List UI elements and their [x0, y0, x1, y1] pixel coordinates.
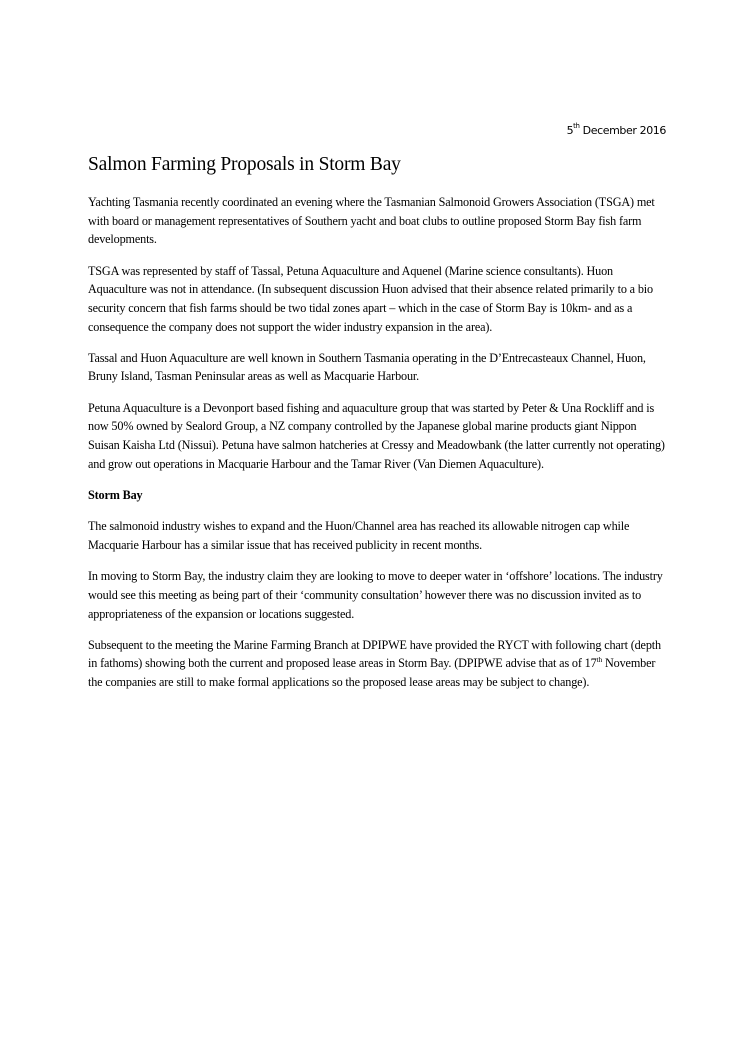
- paragraph-dpipwe-part2: November the companies are still to make formal applications so the proposed lease areas may be subject to change).: [88, 656, 656, 690]
- date-month-year: December 2016: [579, 124, 666, 137]
- document-body: [88, 193, 666, 704]
- document-date: [567, 124, 666, 137]
- paragraph-dpipwe-chart: [88, 636, 666, 692]
- paragraph-dpipwe-part1: Subsequent to the meeting the Marine Farming Branch at DPIPWE have provided the RYCT with following chart (depth in fathoms) showing both the current and proposed lease areas in Storm Bay. (DPIPWE advise that as of 17: [88, 637, 661, 671]
- ordinal-suffix: th: [596, 655, 603, 665]
- paragraph-tsga-representation: TSGA was represented by staff of Tassal, Petuna Aquaculture and Aquenel (Marine science consultants). Huon Aquaculture was not in attendance. (In subsequent discussion Huon advised that their absence related primarily to a bio security concern that fish farms should be two tidal zones apart – which in the case of Storm Bay is 10km- and as a consequence the company does not support the wider industry expansion in the area).: [88, 263, 653, 334]
- paragraph-offshore-move: In moving to Storm Bay, the industry claim they are looking to move to deeper water in ‘offshore’ locations. The industry would see this meeting as being part of their ‘community consultation’ however there was no discussion invited as to appropriateness of the expansion or locations suggested.: [88, 569, 663, 621]
- section-heading-storm-bay: Storm Bay: [88, 487, 143, 502]
- paragraph-industry-expansion: The salmonoid industry wishes to expand and the Huon/Channel area has reached its allowable nitrogen cap while Macquarie Harbour has a similar issue that has received publicity in recent months.: [88, 519, 630, 553]
- paragraph-intro: Yachting Tasmania recently coordinated an evening where the Tasmanian Salmonoid Growers Association (TSGA) met with board or management representatives of Southern yacht and boat clubs to outline proposed Storm Bay fish farm developments.: [88, 195, 655, 247]
- paragraph-petuna: Petuna Aquaculture is a Devonport based fishing and aquaculture group that was started by Peter & Una Rockliff and is now 50% owned by Sealord Group, a NZ company controlled by the Japanese global marine products giant Nippon Suisan Kaisha Ltd (Nissui). Petuna have salmon hatcheries at Cressy and Meadowbank (the latter currently not operating) and grow out operations in Macquarie Harbour and the Tamar River (Van Diemen Aquaculture).: [88, 400, 665, 471]
- date-day-suffix: th: [573, 122, 580, 130]
- document-title: Salmon Farming Proposals in Storm Bay: [88, 154, 401, 175]
- paragraph-tassal-huon: Tassal and Huon Aquaculture are well known in Southern Tasmania operating in the D’Entrecasteaux Channel, Huon, Bruny Island, Tasman Peninsular areas as well as Macquarie Harbour.: [88, 350, 646, 384]
- date-day: 5: [566, 124, 574, 137]
